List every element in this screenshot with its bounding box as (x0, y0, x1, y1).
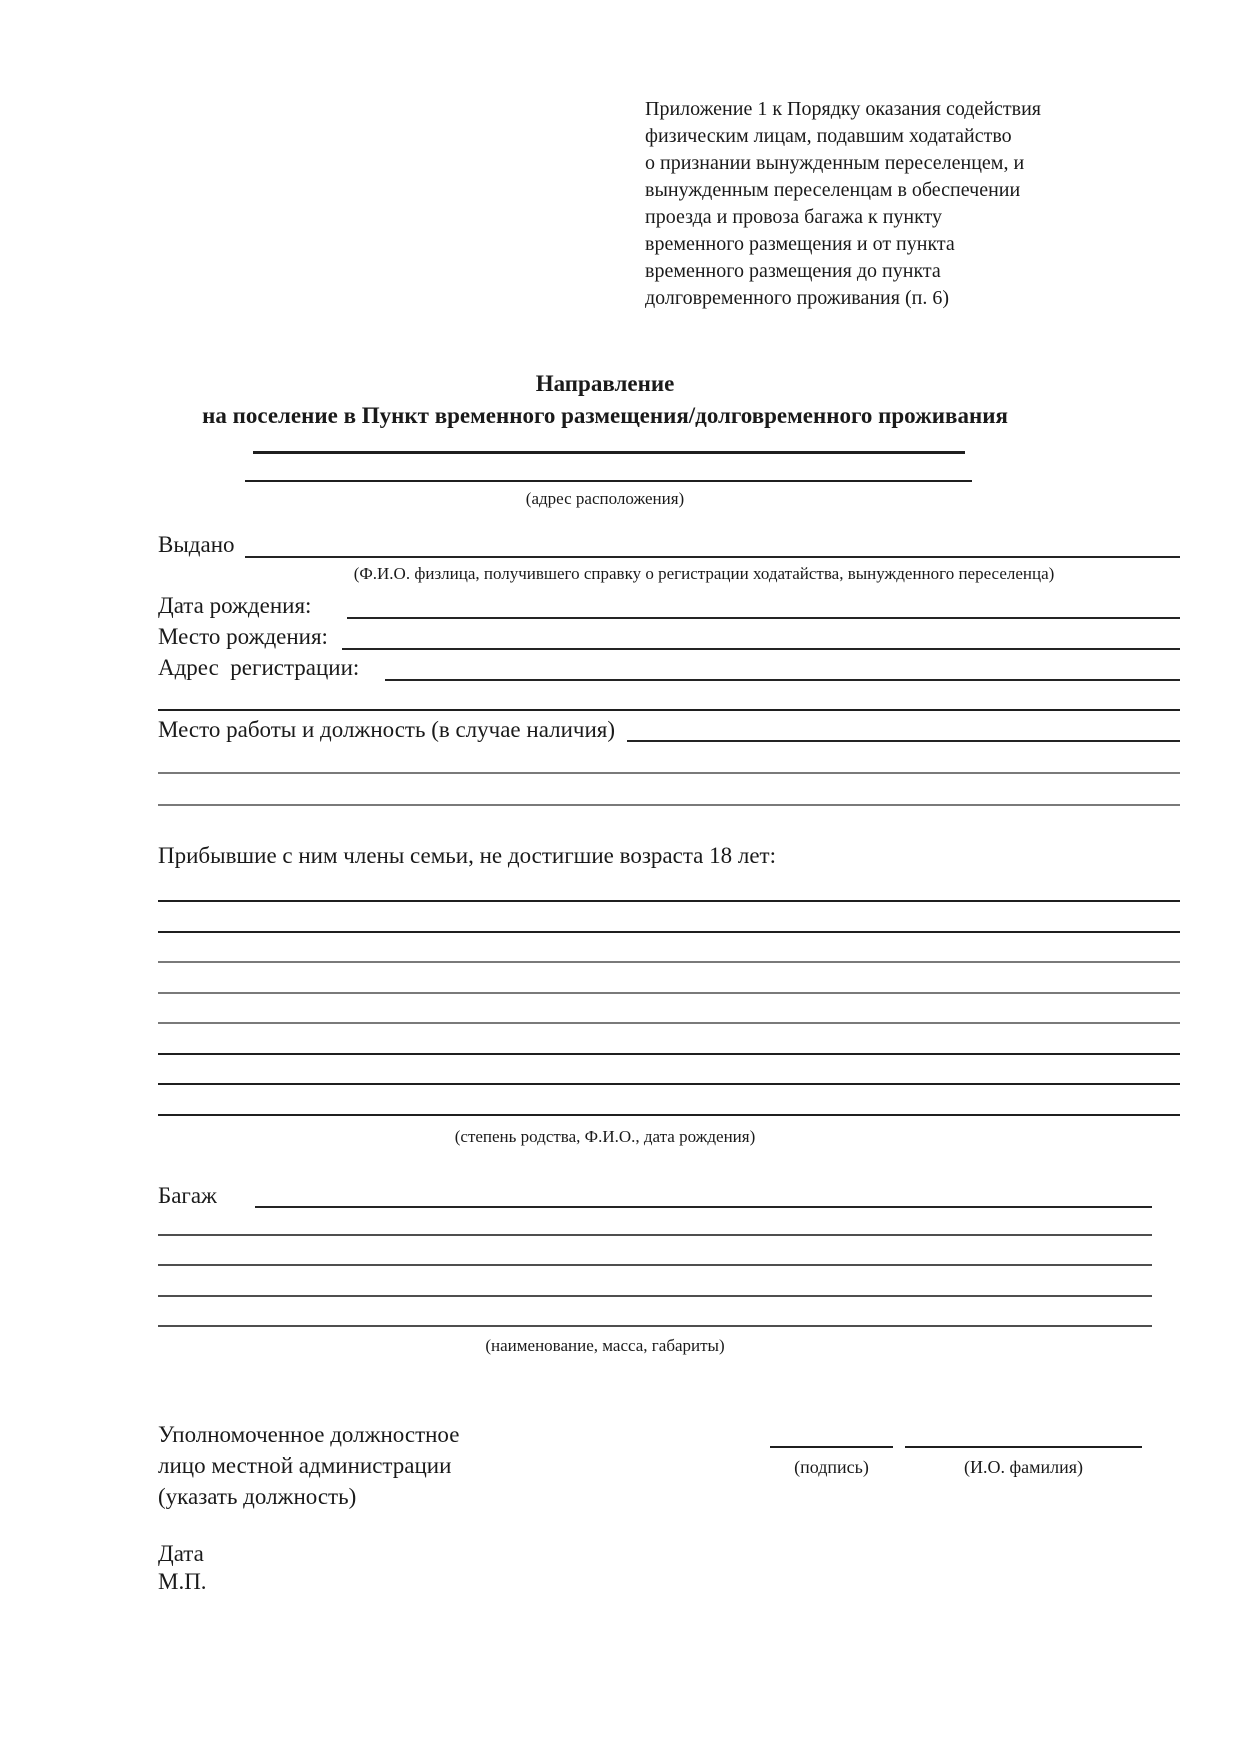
document-subtitle: на поселение в Пункт временного размещения/долговременного проживания (202, 403, 1008, 428)
family-member-line-1[interactable] (158, 900, 1180, 902)
family-member-line-6[interactable] (158, 1053, 1180, 1055)
annex-note-line: Приложение 1 к Порядку оказания содействия (645, 98, 1042, 120)
signature-column (770, 1419, 893, 1478)
work-row (158, 718, 1180, 742)
family-member-line-4[interactable] (158, 992, 1180, 994)
family-members-caption: (степень родства, Ф.И.О., дата рождения) (454, 1126, 756, 1146)
registration-address-field-line-2[interactable] (158, 709, 1180, 711)
signature-fields (770, 1419, 1142, 1512)
official-title-line: лицо местной администрации (158, 1453, 452, 1478)
registration-address-field[interactable] (385, 655, 1180, 681)
document-title: Направление (535, 371, 675, 396)
family-member-line-3[interactable] (158, 961, 1180, 963)
annex-note-line: временного размещения до пункта (645, 260, 941, 282)
baggage-line-4[interactable] (158, 1295, 1152, 1297)
birth-date-label: Дата рождения: (158, 593, 312, 618)
birth-date-row (158, 593, 1180, 619)
baggage-caption: (наименование, масса, габариты) (485, 1336, 725, 1355)
registration-address-row (158, 655, 1180, 681)
work-field-line-3[interactable] (158, 804, 1180, 806)
location-name-field[interactable] (253, 451, 965, 454)
issued-to-row (158, 532, 1180, 558)
baggage-line-2[interactable] (158, 1234, 1152, 1236)
birth-place-row (158, 624, 1180, 650)
annex-note-line: долговременного проживания (п. 6) (645, 287, 949, 309)
annex-note-line: временного размещения и от пункта (645, 233, 955, 255)
birth-place-label: Место рождения: (158, 624, 328, 649)
issued-to-label: Выдано (158, 532, 235, 557)
signature-field[interactable] (770, 1419, 893, 1448)
address-caption: (адрес расположения) (525, 489, 685, 508)
family-member-line-7[interactable] (158, 1083, 1180, 1085)
registration-address-label: Адрес регистрации: (158, 655, 360, 680)
baggage-row (158, 1184, 1152, 1208)
issued-to-caption: (Ф.И.О. физлица, получившего справку о регистрации ходатайства, вынужденного переселенца) (353, 564, 1055, 583)
annex-note-line: проезда и провоза багажа к пункту (645, 206, 943, 228)
signature-block (158, 1419, 1180, 1512)
official-name-field[interactable] (905, 1419, 1142, 1448)
official-title-line: (указать должность) (158, 1484, 357, 1509)
annex-note (645, 96, 1115, 312)
baggage-line-5[interactable] (158, 1325, 1152, 1327)
work-label: Место работы и должность (в случае наличия) (158, 717, 616, 742)
annex-note-line: физическим лицам, подавшим ходатайство (645, 125, 1012, 147)
family-members-label: Прибывшие с ним члены семьи, не достигшие возраста 18 лет: (158, 843, 777, 868)
birth-date-field[interactable] (347, 593, 1180, 619)
name-caption: (И.О. фамилия) (963, 1457, 1084, 1477)
date-label: Дата (158, 1541, 204, 1566)
official-title (158, 1419, 770, 1512)
annex-note-line: вынужденным переселенцам в обеспечении (645, 179, 1021, 201)
baggage-field[interactable] (255, 1184, 1152, 1208)
baggage-label: Багаж (158, 1182, 217, 1208)
birth-place-field[interactable] (342, 624, 1180, 650)
issued-to-field[interactable] (245, 532, 1180, 558)
annex-note-line: о признании вынужденным переселенцем, и (645, 152, 1025, 174)
work-field[interactable] (627, 718, 1180, 742)
work-field-line-2[interactable] (158, 772, 1180, 774)
stamp-label: М.П. (158, 1569, 207, 1594)
name-column (905, 1419, 1142, 1478)
family-member-line-8[interactable] (158, 1114, 1180, 1116)
signature-caption: (подпись) (794, 1457, 869, 1477)
baggage-line-3[interactable] (158, 1264, 1152, 1266)
family-member-line-5[interactable] (158, 1022, 1180, 1024)
official-title-line: Уполномоченное должностное (158, 1422, 460, 1447)
location-address-field[interactable] (245, 480, 972, 482)
family-member-line-2[interactable] (158, 931, 1180, 933)
